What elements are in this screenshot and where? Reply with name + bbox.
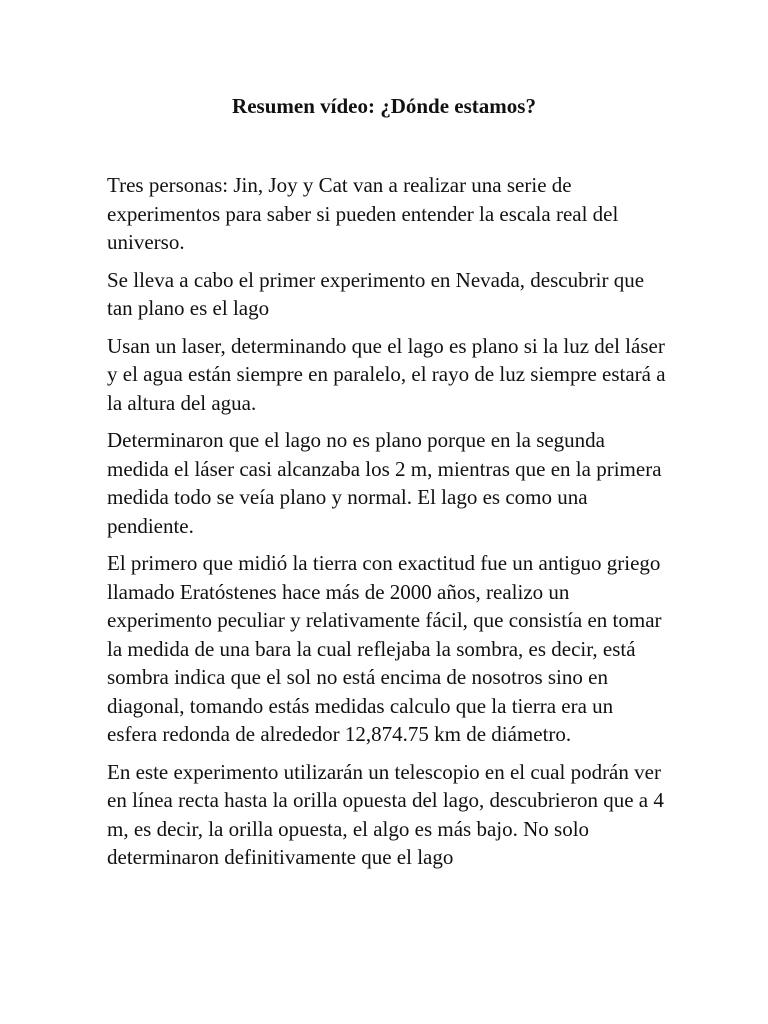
paragraph-2: Se lleva a cabo el primer experimento en Nevada, descubrir que tan plano es el lago [107,267,645,320]
document-body [107,171,667,881]
paragraph-5: El primero que midió la tierra con exactitud fue un antiguo griego llamado Eratóstenes hace más de 2000 años, realizo un experimento peculiar y relativamente fácil, que consistía en tomar la medida de una bara la cual reflejaba la sombra, es decir, está sombra indica que el sol no está encima de nosotros sino en diagonal, tomando estás medidas calculo que la tierra era un esfera redonda de alrededor 12,874.75 km de diámetro. [107,551,662,746]
paragraph-4: Determinaron que el lago no es plano porque en la segunda medida el láser casi alcanzaba los 2 m, mientras que en la primera medida todo se veía plano y normal. El lago es como una pendiente. [107,428,662,538]
paragraph-1: Tres personas: Jin, Joy y Cat van a realizar una serie de experimentos para saber si pueden entender la escala real del universo. [107,173,619,254]
document-title: Resumen vídeo: ¿Dónde estamos? [232,94,536,118]
paragraph-6: En este experimento utilizarán un telescopio en el cual podrán ver en línea recta hasta la orilla opuesta del lago, descubrieron que a 4 m, es decir, la orilla opuesta, el algo es más bajo. No solo determinaron definitivamente que el lago [107,759,664,869]
paragraph-3: Usan un laser, determinando que el lago es plano si la luz del láser y el agua están siempre en paralelo, el rayo de luz siempre estará a la altura del agua. [107,333,666,415]
